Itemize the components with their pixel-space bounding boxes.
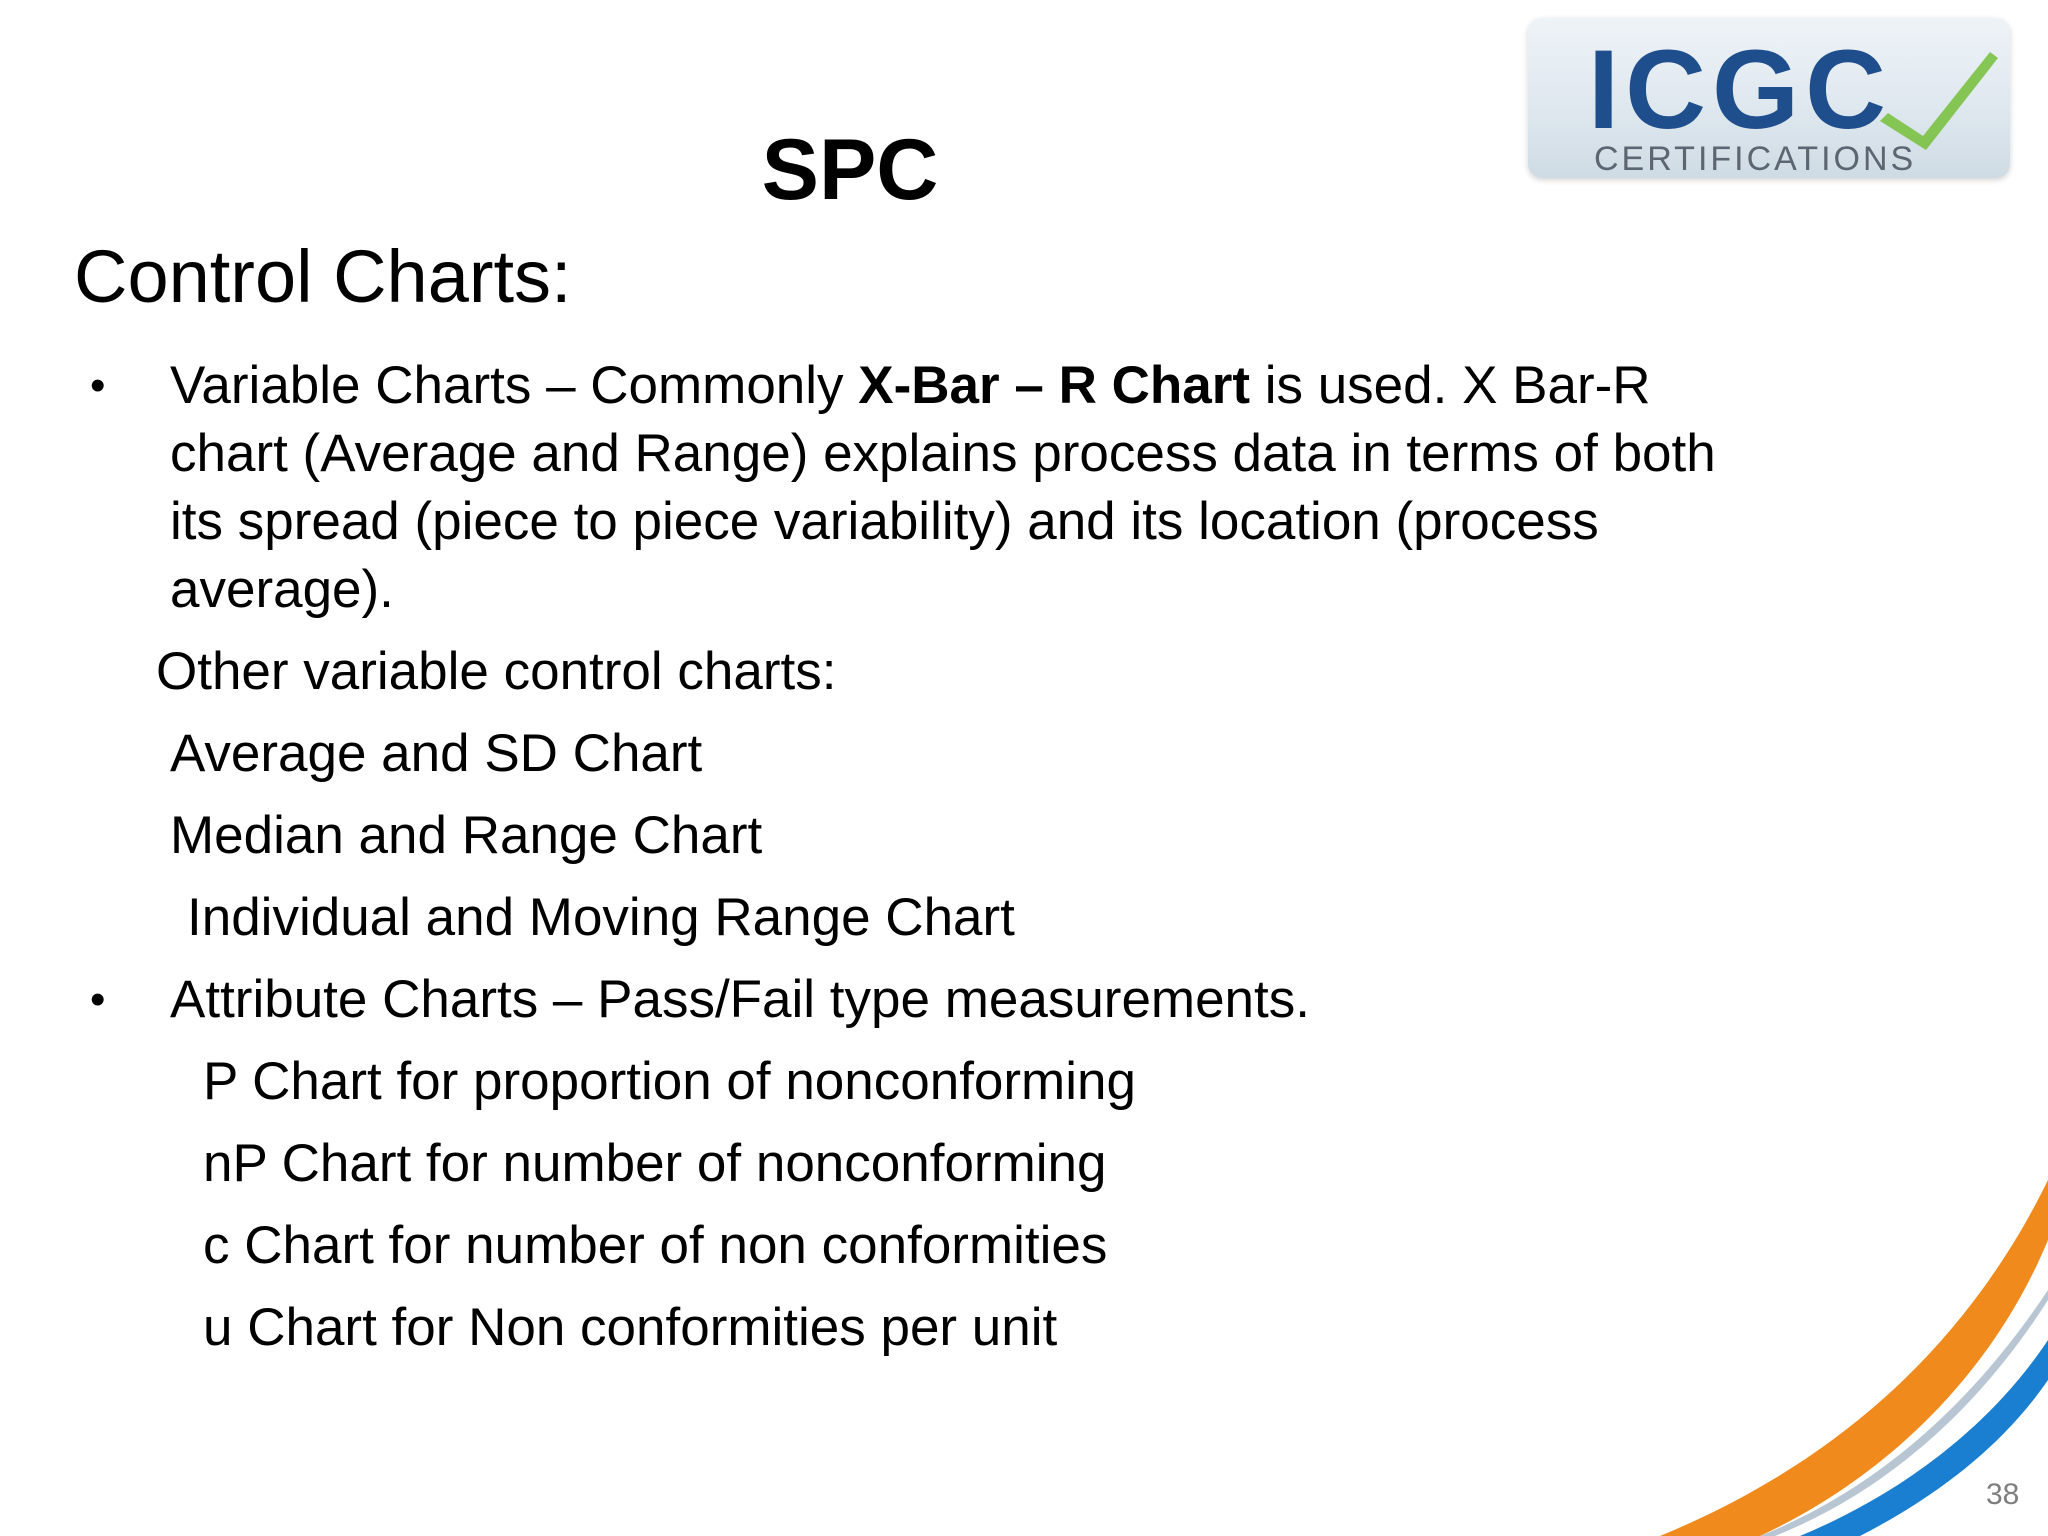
other-variable-heading: Other variable control charts: <box>156 642 837 701</box>
logo-sub-text: CERTIFICATIONS <box>1594 140 1917 178</box>
attribute-chart-item: nP Chart for number of nonconforming <box>203 1134 1107 1193</box>
bullet-marker: • <box>90 975 106 1024</box>
xbar-r-chart-emphasis: X-Bar – R Chart <box>858 356 1250 415</box>
attribute-charts-line: Attribute Charts – Pass/Fail type measurements. <box>170 970 1310 1029</box>
bullet-marker: • <box>90 361 106 410</box>
variable-charts-line-1 <box>170 352 1651 420</box>
attribute-chart-item: P Chart for proportion of nonconforming <box>203 1052 1136 1111</box>
section-heading: Control Charts: <box>74 235 572 318</box>
logo-main-text: ICGC <box>1588 27 1892 152</box>
page-number: 38 <box>1986 1478 2020 1511</box>
other-chart-item: Individual and Moving Range Chart <box>187 888 1015 947</box>
slide-title: SPC <box>761 122 939 218</box>
variable-charts-line-2: chart (Average and Range) explains process data in terms of both <box>170 424 1716 483</box>
attribute-chart-item: c Chart for number of non conformities <box>203 1216 1108 1275</box>
variable-charts-intro: Variable Charts – Commonly <box>170 356 859 415</box>
variable-charts-continued: is used. X Bar-R <box>1249 356 1651 415</box>
other-chart-item: Median and Range Chart <box>170 806 763 865</box>
attribute-chart-item: u Chart for Non conformities per unit <box>203 1298 1058 1357</box>
variable-charts-line-3: its spread (piece to piece variability) and its location (process <box>170 492 1599 551</box>
other-chart-item: Average and SD Chart <box>170 724 703 783</box>
variable-charts-line-4: average). <box>170 560 394 619</box>
